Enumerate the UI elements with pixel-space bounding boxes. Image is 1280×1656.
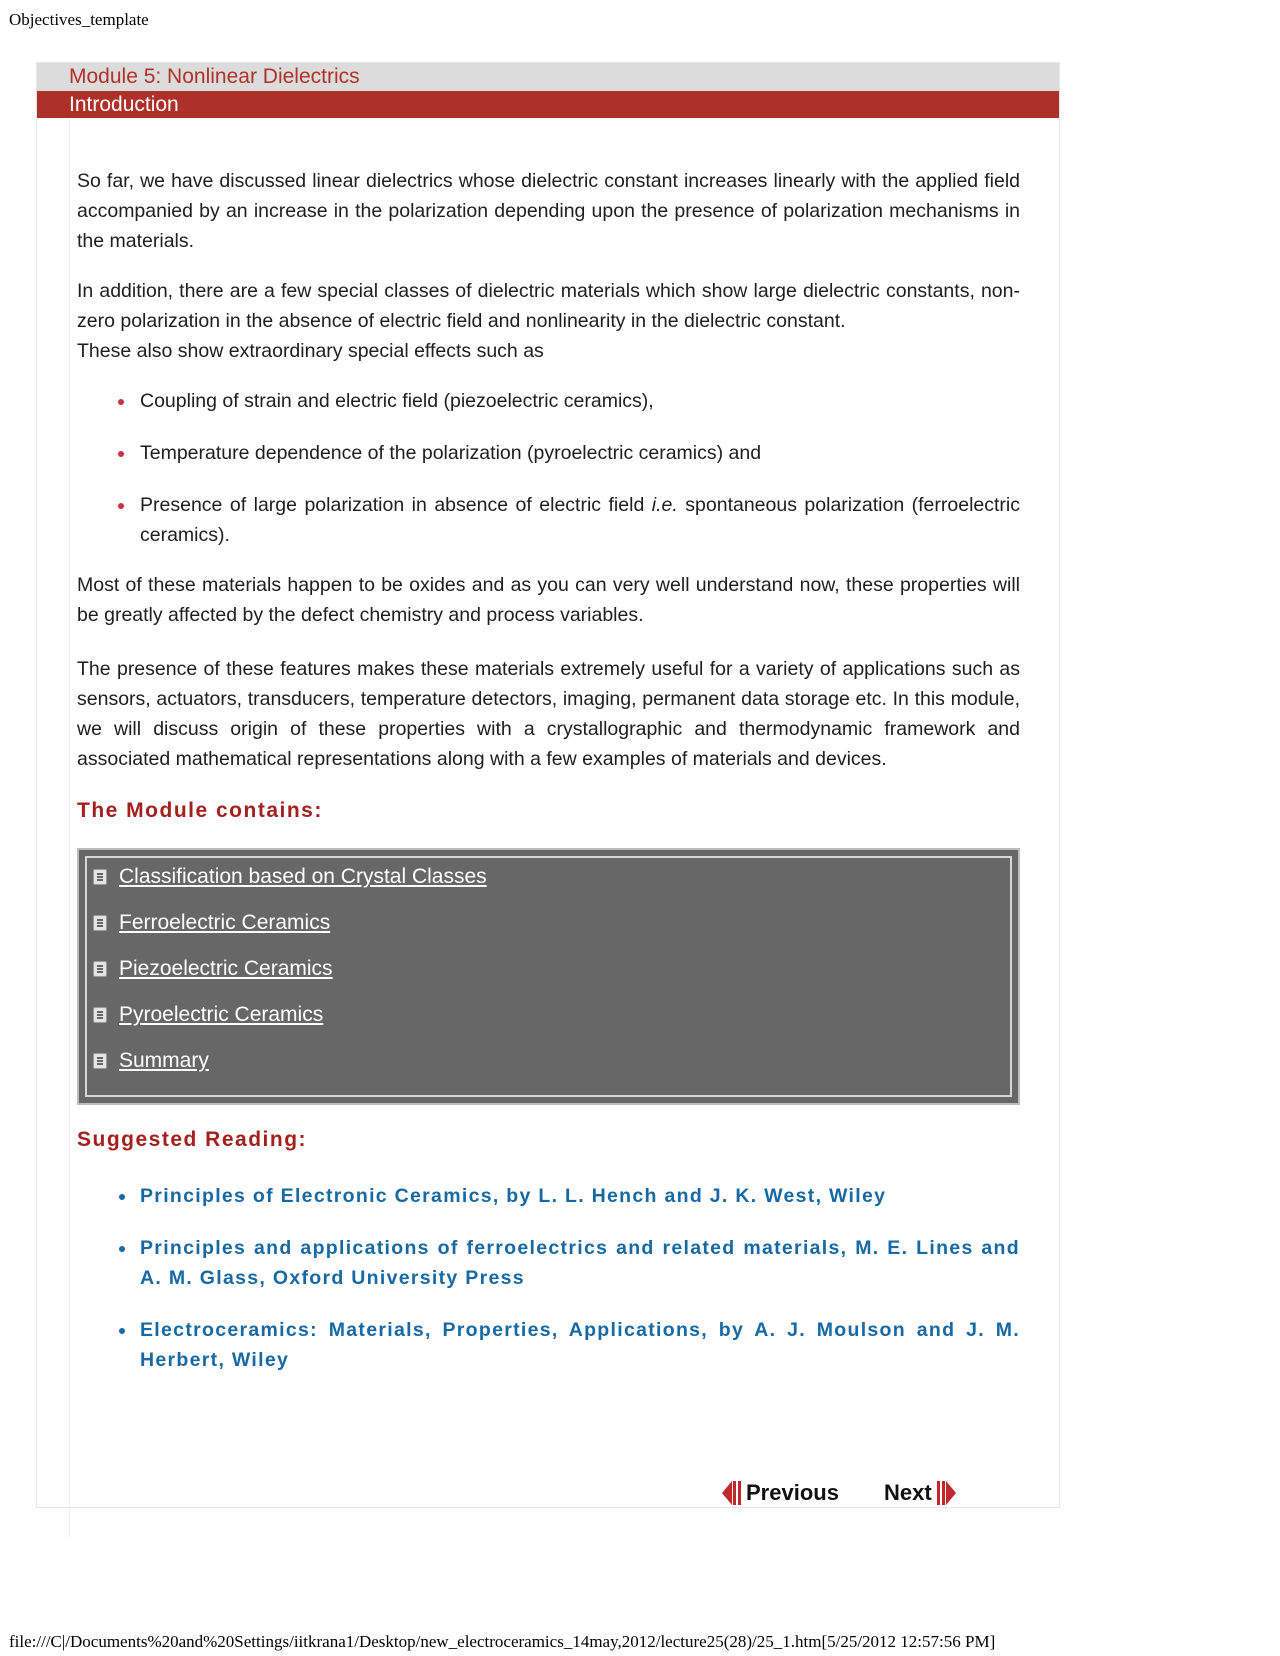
module-title: Module 5: Nonlinear Dielectrics [37, 63, 1059, 91]
module-contents-box [77, 848, 1020, 1105]
document-icon [93, 1053, 107, 1069]
intro-paragraph-3: These also show extraordinary special effects such as [77, 340, 544, 362]
toc-item [93, 1000, 323, 1030]
toc-item [93, 1046, 209, 1076]
previous-button[interactable] [722, 1478, 839, 1508]
list-item-text: spontaneous polarization (ferroelectric ceramics). [140, 494, 1021, 546]
document-icon [93, 961, 107, 977]
list-item-text: Presence of large polarization in absence of electric field [140, 494, 652, 516]
link-classification[interactable]: Classification based on Crystal Classes [119, 865, 487, 888]
page-footer-path: file:///C|/Documents%20and%20Settings/iitkrana1/Desktop/new_electroceramics_14may,2012/lecture25(28)/25_1.htm[5/25/2012 12:57:56 PM] [9, 1632, 996, 1651]
previous-arrow-icon [722, 1481, 742, 1505]
next-arrow-icon [936, 1481, 956, 1505]
link-piezoelectric[interactable]: Piezoelectric Ceramics [119, 957, 333, 980]
suggested-reading-heading: Suggested Reading: [77, 1128, 308, 1151]
document-icon [93, 915, 107, 931]
intro-paragraph-2: In addition, there are a few special classes of dielectric materials which show large dielectric constants, non-zero polarization in the absence of electric field and nonlinearity in the dielectric constant. [77, 280, 1020, 332]
divider [69, 118, 70, 1538]
link-ferroelectric[interactable]: Ferroelectric Ceramics [119, 911, 331, 934]
list-item-italic: i.e. [651, 494, 678, 516]
previous-label: Previous [746, 1480, 839, 1505]
next-button[interactable] [884, 1478, 956, 1508]
toc-item [93, 908, 330, 938]
intro-paragraph-1: So far, we have discussed linear dielectrics whose dielectric constant increases linearly with the applied field accompanied by an increase in the polarization depending upon the presence of polarization mechanisms in the materials. [77, 170, 1020, 252]
document-icon [93, 1007, 107, 1023]
section-title: Introduction [37, 91, 1059, 118]
paragraph-materials: Most of these materials happen to be oxides and as you can very well understand now, these properties will be greatly affected by the defect chemistry and process variables. [77, 574, 1020, 626]
reading-list [77, 1181, 1020, 1375]
link-summary[interactable]: Summary [119, 1049, 209, 1072]
page-header-title: Objectives_template [9, 10, 149, 29]
toc-item [93, 862, 487, 892]
reading-item: Principles of Electronic Ceramics, by L. L. Hench and J. K. West, Wiley [140, 1181, 1020, 1211]
link-pyroelectric[interactable]: Pyroelectric Ceramics [119, 1003, 324, 1026]
list-item [140, 490, 1020, 550]
effects-list [77, 386, 1020, 550]
module-contains-heading: The Module contains: [77, 799, 323, 822]
main-content [77, 166, 1020, 1397]
list-item: Coupling of strain and electric field (piezoelectric ceramics), [140, 386, 1020, 416]
next-label: Next [884, 1480, 932, 1505]
reading-item: Electroceramics: Materials, Properties, Applications, by A. J. Moulson and J. M. Herbert, Wiley [140, 1315, 1020, 1375]
document-icon [93, 869, 107, 885]
reading-item: Principles and applications of ferroelectrics and related materials, M. E. Lines and A. M. Glass, Oxford University Press [140, 1233, 1020, 1293]
paragraph-applications: The presence of these features makes these materials extremely useful for a variety of applications such as sensors, actuators, transducers, temperature detectors, imaging, permanent data storage etc. In this module, we will discuss origin of these properties with a crystallographic and thermodynamic framework and associated mathematical representations along with a few examples of materials and devices. [77, 658, 1020, 770]
toc-item [93, 954, 333, 984]
list-item: Temperature dependence of the polarization (pyroelectric ceramics) and [140, 438, 1020, 468]
